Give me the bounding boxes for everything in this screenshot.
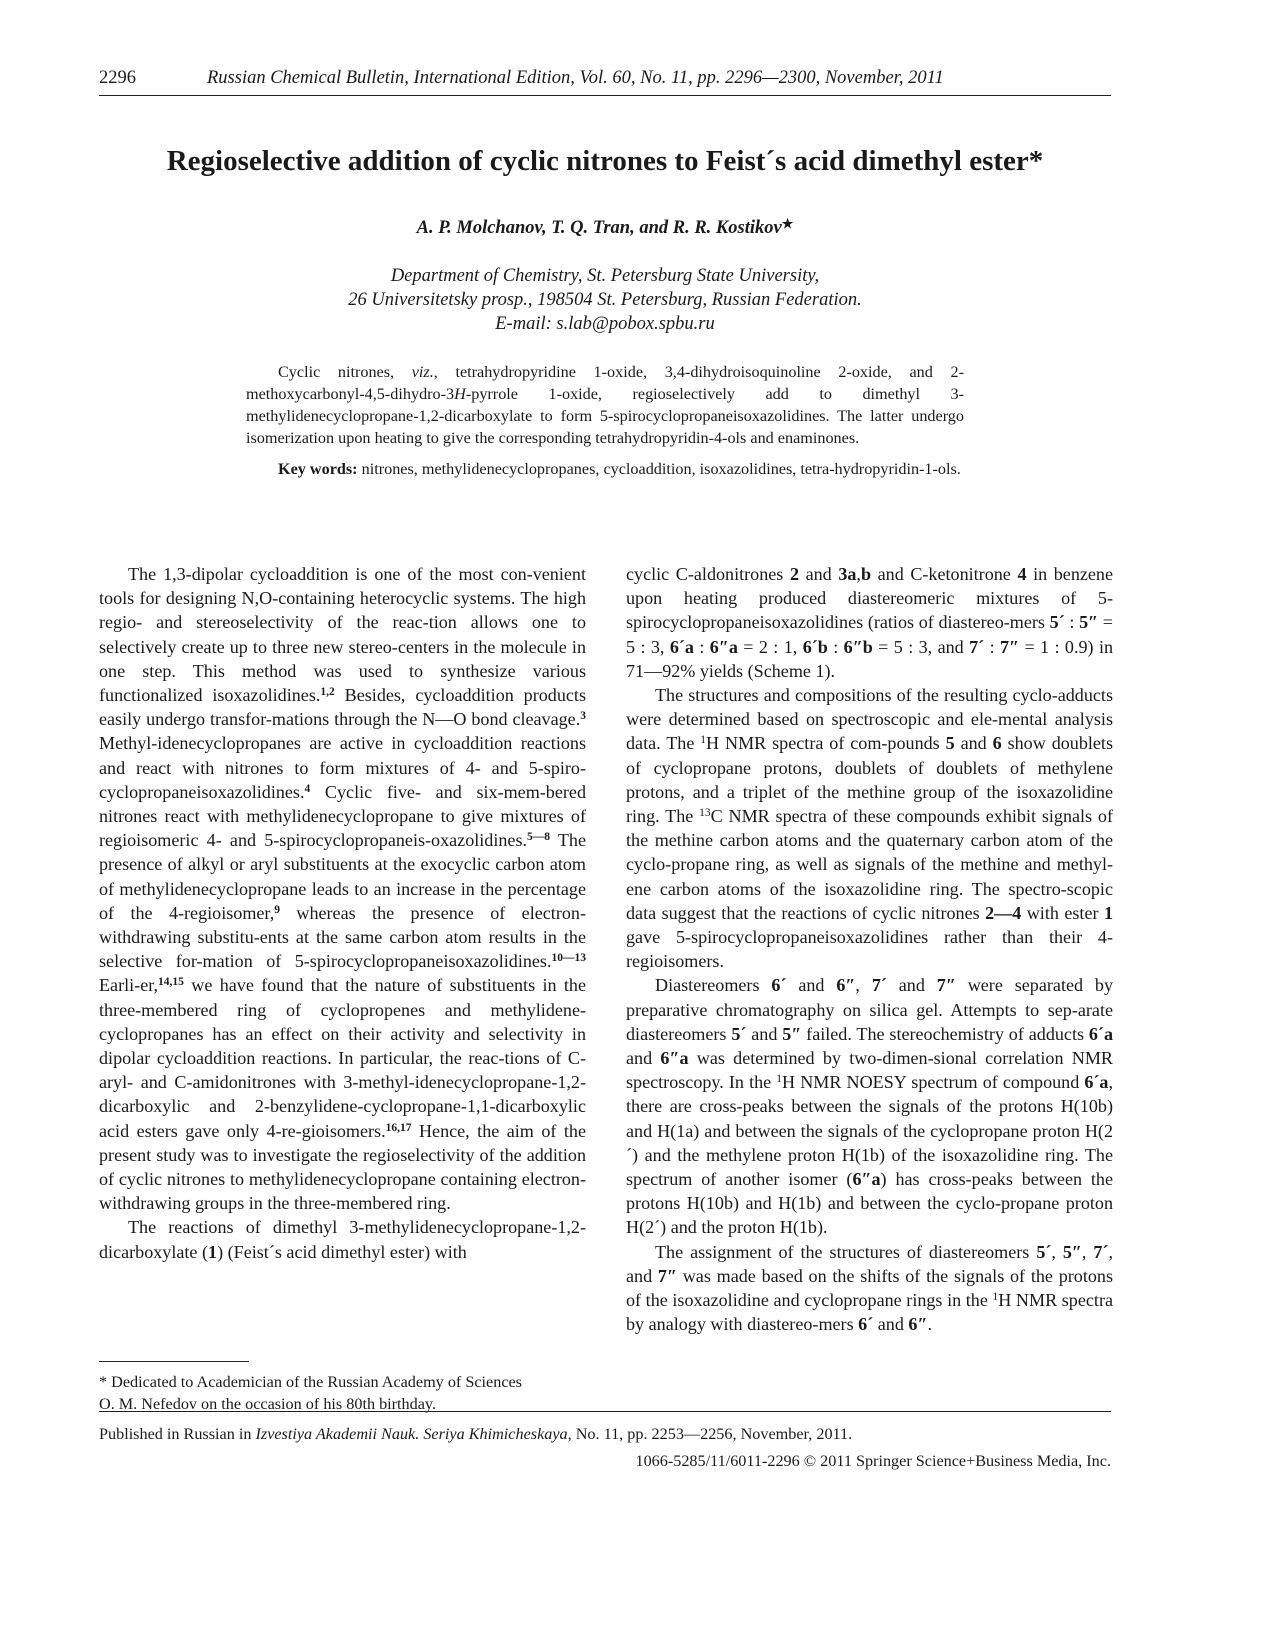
abstract-italic: H — [454, 385, 466, 403]
keywords-label: Key words: — [278, 460, 358, 478]
right-column — [626, 562, 1113, 1337]
affiliation-line: Department of Chemistry, St. Petersburg State University, — [390, 266, 820, 286]
compound-number: 7″ — [936, 975, 956, 996]
text: ) has cross-peaks between the protons H(10b) and H(1b) and between the cyclo-propane proton H(2´) and the proton H(1b). — [626, 1169, 1114, 1238]
text: , — [855, 975, 872, 996]
text: : — [984, 636, 1001, 657]
text: : — [1064, 612, 1080, 633]
journal-citation: Russian Chemical Bulletin, International Edition, Vol. 60, No. 11, pp. 2296—2300, November, 2011 — [207, 68, 944, 88]
abstract — [246, 361, 964, 480]
text: : — [827, 636, 844, 657]
citation: 3 — [580, 710, 586, 723]
text: , — [856, 564, 861, 584]
compound-number: 6´b — [802, 636, 828, 657]
text: Methyl-idenecyclopropanes are active in cycloaddition reactions and react with nitrones to form mixtures of 4- and 5-spiro-cyclopropaneisoxazolidines. — [99, 733, 586, 802]
compound-number: 6″a — [852, 1169, 881, 1190]
compound-number: 7´ — [1093, 1241, 1109, 1262]
affiliation-line: 26 Universitetsky prosp., 198504 St. Petersburg, Russian Federation. — [348, 290, 862, 310]
corresponding-author-mark: ★ — [781, 216, 794, 231]
compound-number: 6″a — [660, 1048, 689, 1069]
text: and — [886, 975, 937, 996]
text: Earli-er, — [99, 975, 159, 996]
compound-number: 5´ — [731, 1023, 747, 1044]
text: ) (Feist´s acid dimethyl ester) with — [217, 1241, 467, 1262]
compound-number: 5″ — [1079, 612, 1099, 633]
isotope: 1 — [776, 1073, 783, 1086]
compound-number: 6″b — [843, 636, 873, 657]
compound-number: 6´ — [858, 1314, 874, 1335]
text: Hence, the aim of the present study was to investigate the regioselectivity of the addition of cyclic nitrones to methylidenecyclopropane containing electron-withdrawing groups in the three-membered ring. — [99, 1120, 586, 1214]
header-rule — [99, 95, 1111, 96]
compound-number: 5 — [945, 733, 955, 754]
compound-number: 6″a — [709, 636, 738, 657]
compound-number: 5´ — [1049, 612, 1065, 633]
text: we have found that the nature of substituents in the three-membered ring of cyclopropenes and methylidene-cyclopropanes has an effect on their activity and selectivity in dipolar cycloaddition reactions. In particular, the reac-tions of C-aryl- and C-amidonitrones with 3-methyl-idenecyclopropane-1,2-dicarboxylic and 2-benzylidene-cyclopropane-1,1-dicarboxylic acid esters gave only 4-re-gioisomers. — [99, 975, 586, 1141]
text: were separated by preparative chromatography on silica gel. Attempts to sep-arate diastereomers — [626, 975, 1114, 1044]
text: = 5 : 3, and — [872, 636, 970, 657]
text: = 1 : 0.9) in 71—92% yields (Scheme 1). — [626, 636, 1114, 681]
text: , and — [626, 1241, 1114, 1286]
citation: 5—8 — [527, 831, 551, 844]
compound-number: 6´a — [1088, 1023, 1113, 1044]
text: H NMR NOESY spectrum of compound — [782, 1072, 1085, 1093]
text: = 2 : 1, — [737, 636, 803, 657]
compound-number: 6″ — [836, 975, 856, 996]
russian-journal-name: Izvestiya Akademii Nauk. Seriya Khimicheskaya, — [255, 1425, 572, 1443]
compound-number: 5´ — [1036, 1241, 1052, 1262]
citation: 14,15 — [158, 976, 184, 989]
compound-number: 7″ — [657, 1265, 677, 1286]
body-paragraph — [626, 1240, 1113, 1337]
compound-number: b — [860, 564, 872, 584]
compound-number: 5″ — [1062, 1241, 1082, 1262]
text: . — [927, 1314, 932, 1335]
text: , — [1051, 1241, 1063, 1262]
citation: 4 — [304, 782, 311, 795]
isotope: 1 — [700, 734, 707, 747]
text: No. 11, pp. 2253—2256, November, 2011. — [571, 1425, 853, 1443]
keywords-list: nitrones, methylidenecyclopropanes, cycloaddition, isoxazolidines, tetra-hydropyridin-1-ols. — [357, 460, 961, 478]
text: whereas the presence of electron-withdrawing substitu-ents at the same carbon atom results in the selective for-mation of 5-spirocyclopropaneisoxazolidines. — [99, 902, 586, 972]
compound-number: 4 — [1017, 564, 1027, 584]
article-title: Regioselective addition of cyclic nitrones to Feist´s acid dimethyl ester* — [166, 145, 1044, 177]
text: Diastereomers — [655, 975, 772, 996]
text: and — [746, 1023, 783, 1044]
footnote-line: * Dedicated to Academician of the Russian Academy of Sciences — [99, 1373, 522, 1391]
compound-number: 6´a — [669, 636, 694, 657]
left-column — [99, 562, 586, 1264]
text: , there are cross-peaks between the signals of the protons H(10b) and H(1a) and between the signals of the cyclopropane proton H(2´) and the methylene proton H(1b) of the isoxazolidine ring. The spectrum of another isomer ( — [626, 1072, 1114, 1190]
compound-number: 6″ — [908, 1314, 928, 1335]
text: Published in Russian in — [99, 1425, 256, 1443]
body-paragraph — [626, 973, 1113, 1239]
keywords — [246, 458, 964, 480]
text: Cyclic five- and six-mem-bered nitrones react with methylidenecyclopropane to give mixtures of regioisomeric 4- and 5-spirocyclopropaneis-oxazolidines. — [99, 781, 586, 851]
footnote — [99, 1371, 599, 1415]
text: show doublets of cyclopropane protons, doublets of doublets of methylene protons, and a triplet of the methine group of the isoxazolidine ring. The — [626, 733, 1114, 827]
compound-number: 2 — [789, 564, 799, 584]
body-paragraph — [626, 683, 1113, 973]
text: The presence of alkyl or aryl substituents at the exocyclic carbon atom of methylidenecyclopropane leads to an increase in the percentage of the 4-regioisomer, — [99, 830, 587, 923]
abstract-part: Cyclic nitrones, — [278, 363, 412, 381]
abstract-part: -pyrrole 1-oxide, regioselectively add to dimethyl 3-methylidenecyclopropane-1,2-dicarboxylate to form 5-spirocyclopropaneisoxazolidines. The latter undergo isomerization upon heating to give the corresponding tetrahydropyridin-4-ols and enaminones. — [246, 385, 964, 447]
compound-number: 1 — [208, 1241, 218, 1262]
affiliation-email: E-mail: s.lab@pobox.spbu.ru — [495, 314, 715, 334]
body-paragraph — [99, 1215, 586, 1263]
text: = 5 : 3, — [626, 612, 1114, 657]
abstract-part: , tetrahydropyridine 1-oxide, 3,4-dihydroisoquinoline 2-oxide, and 2-methoxycarbonyl-4,5-dihydro-3 — [246, 363, 964, 403]
abstract-italic: viz. — [411, 363, 434, 381]
text: and — [626, 1048, 661, 1069]
compound-number: 7´ — [871, 975, 887, 996]
footer-rule — [99, 1411, 1111, 1412]
compound-number: 1 — [1103, 902, 1113, 923]
text: The reactions of dimethyl 3-methylidenecyclopropane-1,2-dicarboxylate ( — [99, 1217, 586, 1262]
text: Besides, cycloaddition products easily undergo transfor-mations through the N—O bond cleavage. — [99, 685, 586, 730]
text: The 1,3-dipolar cycloaddition is one of the most con-venient tools for designing N,O-containing heterocyclic systems. The high regio- and stereoselectivity of the reac-tion allows one to selectively create up to three new stereo-centers in the molecule in one step. This method was used to synthesize various functionalized isoxazolidines. — [99, 564, 586, 706]
affiliation — [99, 264, 1111, 336]
compound-number: 6´ — [771, 975, 787, 996]
text: and — [786, 975, 837, 996]
page-number: 2296 — [99, 68, 136, 88]
text: and C-ketonitrone — [871, 564, 1018, 584]
text: and — [798, 564, 839, 584]
text: and — [954, 733, 993, 754]
citation: 16,17 — [385, 1121, 412, 1134]
compound-number: 7´ — [969, 636, 985, 657]
footnote-line: O. M. Nefedov on the occasion of his 80th birthday. — [99, 1395, 437, 1413]
citation: 9 — [274, 903, 280, 916]
text: C NMR spectra of these compounds exhibit signals of the methine carbon atoms and the quaternary carbon atom of the cyclo-propane ring, as well as signals of the methine and methyl-ene carbon atoms of the isoxazolidine ring. The spectro-scopic data suggest that the reactions of cyclic nitrones — [626, 806, 1113, 923]
compound-number: 5″ — [782, 1023, 802, 1044]
citation: 1,2 — [320, 686, 335, 699]
text: : — [693, 636, 710, 657]
text: was made based on the shifts of the signals of the protons of the isoxazolidine and cyclopropane rings in the — [626, 1265, 1113, 1311]
footnote-rule — [99, 1361, 249, 1362]
compound-number: 2—4 — [985, 902, 1022, 923]
article-authors — [99, 212, 1111, 240]
copyright-line: 1066-5285/11/6011-2296 © 2011 Springer Science+Business Media, Inc. — [635, 1452, 1111, 1470]
text: H NMR spectra by analogy with diastereo-mers — [626, 1290, 1113, 1335]
text: gave 5-spirocyclopropaneisoxazolidines rather than their 4-regioisomers. — [626, 927, 1113, 972]
text: H NMR spectra of com-pounds — [706, 733, 946, 754]
text: was determined by two-dimen-sional correlation NMR spectroscopy. In the — [626, 1048, 1113, 1093]
compound-number: 7″ — [1000, 636, 1020, 657]
citation: 10—13 — [551, 952, 586, 965]
text: failed. The stereochemistry of adducts — [801, 1023, 1089, 1044]
abstract-text — [246, 361, 964, 449]
isotope: 13 — [699, 807, 711, 820]
text: , — [1081, 1241, 1094, 1262]
publication-note — [99, 1423, 1111, 1445]
compound-number: 3a — [838, 564, 857, 584]
isotope: 1 — [992, 1291, 999, 1304]
text: cyclic C-aldonitrones — [626, 564, 790, 584]
text: The assignment of the structures of diastereomers — [655, 1241, 1037, 1262]
body-paragraph — [99, 562, 586, 1215]
text: The structures and compositions of the resulting cyclo-adducts were determined based on spectroscopic and ele-mental analysis data. The — [626, 685, 1113, 754]
compound-number: 6 — [992, 733, 1002, 754]
text: and — [873, 1314, 909, 1335]
text: with ester — [1021, 902, 1104, 923]
body-paragraph — [626, 562, 1113, 683]
text: in benzene upon heating produced diastereomeric mixtures of 5-spirocyclopropaneisoxazolidines (ratios of diastereo-mers — [626, 564, 1114, 633]
compound-number: 6´a — [1084, 1072, 1109, 1093]
author-names: A. P. Molchanov, T. Q. Tran, and R. R. Kostikov — [416, 218, 782, 238]
